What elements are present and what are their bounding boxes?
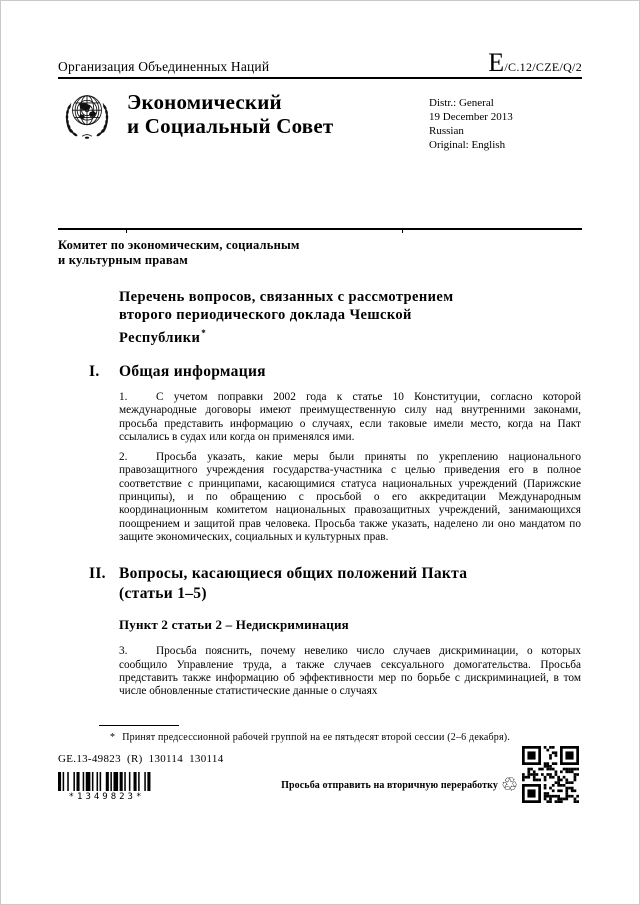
recycle-notice — [278, 773, 518, 797]
council-title-line1: Экономический — [127, 90, 282, 114]
distr-line: Russian — [429, 125, 464, 138]
recycle-icon: ♲ — [500, 774, 518, 796]
section-title-line1: Вопросы, касающиеся общих положений Пакта — [119, 565, 468, 583]
tab-tick — [402, 228, 403, 233]
section-heading-2 — [89, 564, 582, 604]
footnote-marker: * — [110, 732, 116, 743]
paragraph-1 — [119, 391, 581, 444]
barcode-bars — [58, 772, 152, 791]
document-symbol-series: E — [488, 48, 505, 77]
recycle-text: Просьба отправить на вторичную переработку — [281, 779, 498, 791]
organization-name: Организация Объединенных Наций — [58, 59, 270, 74]
paragraph-text: С учетом поправки 2002 года к статье 10 Конституции, согласно которой международные договоры имеют преимущественную силу над внутренними законами, просьба представить информацию о случаях, если таковые имели место, когда на Пакт ссылались в судах или когда он применялся ими. — [119, 391, 581, 443]
paragraph-text: Просьба указать, какие меры были приняты по укреплению национального правозащитного учреждения государства-участника с целью приведения его в полное соответствие с принципами, касающимися статуса национальных учреждений (Парижские принципы), и по обращению с просьбой о его аккредитации Международным координационным комитетом национальных правозащитных учреждений, занимающихся поощрением и защитой прав человека. Просьба также указать, наделено ли оно мандатом по защите экономических, социальных и культурных прав. — [119, 451, 581, 543]
document-symbol — [488, 48, 582, 77]
committee-line1: Комитет по экономическим, социальным — [58, 238, 300, 252]
footnote — [110, 732, 510, 743]
distribution-block — [429, 96, 513, 152]
un-emblem-icon — [58, 88, 116, 144]
ge-document-number: GE.13-49823 (R) 130114 130114 — [58, 753, 224, 765]
title-line3: Республики — [119, 330, 201, 346]
paragraph-2 — [119, 451, 581, 544]
masthead-row — [58, 1, 582, 79]
footnote-separator-rule — [99, 725, 179, 726]
subsection-heading: Пункт 2 статьи 2 – Недискриминация — [119, 617, 349, 633]
document-symbol-rest: /C.12/CZE/Q/2 — [504, 60, 582, 74]
footnote-reference-marker: * — [201, 328, 207, 338]
distr-line: 19 December 2013 — [429, 111, 513, 124]
paragraph-text: Просьба пояснить, почему невелико число случаев дискриминации, о которых сообщило Управление труда, а также случаев сексуального домогательства. Просьба представить также информацию об эффективности мер по борьбе с дискриминацией, в том числе обновленные статистические данные о случаях — [119, 645, 581, 698]
paragraph-3 — [119, 645, 581, 698]
section-number: II. — [89, 565, 106, 583]
distr-line: Original: English — [429, 139, 506, 152]
section-number: I. — [89, 363, 100, 380]
committee-line2: и культурным правам — [58, 253, 188, 267]
tab-tick — [126, 228, 127, 233]
document-title — [119, 288, 582, 347]
title-line1: Перечень вопросов, связанных с рассмотрением — [119, 289, 454, 305]
barcode-text: *1349823* — [68, 792, 145, 802]
paragraph-number: 3. — [119, 645, 128, 658]
council-title — [127, 88, 333, 144]
section-title — [119, 564, 467, 604]
committee-name — [58, 238, 582, 268]
barcode — [58, 772, 152, 802]
qr-code-pattern — [522, 746, 579, 803]
paragraph-number: 2. — [119, 451, 128, 464]
distr-line: Distr.: General — [429, 97, 494, 109]
section-heading-1 — [89, 362, 582, 382]
council-title-line2: и Социальный Совет — [127, 114, 334, 139]
section-title-line2: (статьи 1–5) — [119, 585, 207, 603]
footnote-text: Принят предсессионной рабочей группой на ее пятьдесят второй сессии (2–6 декабря). — [122, 732, 511, 743]
paragraph-number: 1. — [119, 391, 128, 403]
section-title: Общая информация — [119, 363, 266, 380]
qr-code — [522, 746, 579, 803]
header-divider-rule — [58, 228, 582, 230]
title-line2: второго периодического доклада Чешской — [119, 307, 412, 323]
